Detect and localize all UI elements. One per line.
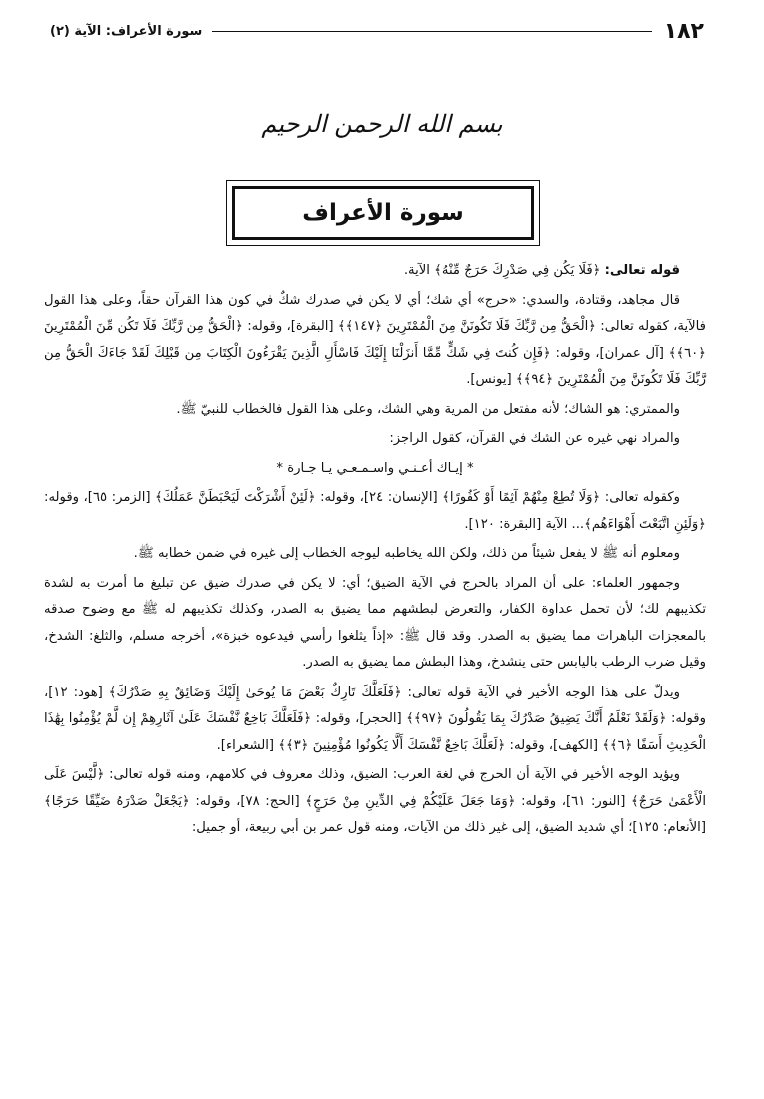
paragraph [44,426,706,453]
paragraph-text: قال مجاهد، وقتادة، والسدي: «حرج» أي شك؛ أي لا يكن في صدرك شكٌ في كون هذا القرآن حقاً، وعلى هذا القول فالآية، كقوله تعالى: ﴿الْحَقُّ مِن رَّبِّكَ فَلَا تَكُونَنَّ مِنَ الْمُمْتَرِينَ ﴿١٤٧﴾﴾ [البقرة]، وقوله: ﴿الْحَقُّ مِن رَّبِّكَ فَلَا تَكُن مِّنَ الْمُمْتَرِينَ ﴿٦٠﴾﴾ [آل عمران]، وقوله: ﴿فَإِن كُنتَ فِي شَكٍّ مِّمَّا أَنزَلْنَا إِلَيْكَ فَاسْأَلِ الَّذِينَ يَقْرَءُونَ الْكِتَابَ مِن قَبْلِكَ لَقَدْ جَاءَكَ الْحَقُّ مِن رَّبِّكَ فَلَا تَكُونَنَّ مِنَ الْمُمْتَرِينَ ﴿٩٤﴾﴾ [يونس]. [44,292,706,387]
paragraph-text: وجمهور العلماء: على أن المراد بالحرج في الآية الضيق؛ أي: لا يكن في صدرك ضيق عن تبليغ ما أمرت به لشدة تكذيبهم لك؛ لأن تحمل عداوة الكفار، والتعرض لبطشهم مما يضيق به الصدر، وكذلك تكذيبهم له ﷺ مع وضوح صدقه بالمعجزات الباهرات مما يضيق به الصدر. وقد قال ﷺ: «إذاً يثلغوا رأسي فيدعوه خبزة»، أخرجه مسلم، والثلغ: الشدخ، وقيل ضرب الرطب باليابس حتى ينشدخ، وهذا البطش مما يضيق به الصدر. [44,575,706,670]
paragraph [44,485,706,538]
surah-title-frame [226,180,540,246]
paragraph [44,541,706,568]
basmala: بسم الله الرحمن الرحيم [261,110,503,138]
poetry-verse [44,456,706,483]
paragraph [44,397,706,424]
paragraph-text: ويدلّ على هذا الوجه الأخير في الآية قوله تعالى: ﴿فَلَعَلَّكَ تَارِكٌ بَعْضَ مَا يُوحَىٰ إِلَيْكَ وَضَائِقٌ بِهِ صَدْرُكَ﴾ [هود: ١٢]، وقوله: ﴿وَلَقَدْ نَعْلَمُ أَنَّكَ يَضِيقُ صَدْرُكَ بِمَا يَقُولُونَ ﴿٩٧﴾﴾ [الحجر]، وقوله: ﴿فَلَعَلَّكَ بَاخِعٌ نَّفْسَكَ عَلَىٰ آثَارِهِمْ إِن لَّمْ يُؤْمِنُوا بِهَٰذَا الْحَدِيثِ أَسَفًا ﴿٦﴾﴾ [الكهف]، وقوله: ﴿لَعَلَّكَ بَاخِعٌ نَّفْسَكَ أَلَّا يَكُونُوا مُؤْمِنِينَ ﴿٣﴾﴾ [الشعراء]. [44,684,706,753]
paragraph-text: ويؤيد الوجه الأخير في الآية أن الحرج في لغة العرب: الضيق، وذلك معروف في كلامهم، ومنه قوله تعالى: ﴿لَّيْسَ عَلَى الْأَعْمَىٰ حَرَجٌ﴾ [النور: ٦١]، وقوله: ﴿وَمَا جَعَلَ عَلَيْكُمْ فِي الدِّينِ مِنْ حَرَجٍ﴾ [الحج: ٧٨]، وقوله: ﴿يَجْعَلْ صَدْرَهُ ضَيِّقًا حَرَجًا﴾ [الأنعام: ١٢٥]؛ أي شديد الضيق، إلى غير ذلك من الآيات، ومنه قول عمر بن أبي ربيعة، أو جميل: [44,767,706,835]
page-number: ١٨٢ [663,18,704,44]
paragraph [44,762,706,842]
paragraph-text: ومعلوم أنه ﷺ لا يفعل شيئاً من ذلك، ولكن الله يخاطبه ليوجه الخطاب إلى غيره في ضمن خطابه ﷺ. [133,546,680,561]
paragraph [44,258,706,285]
paragraph-text: والمراد نهي غيره عن الشك في القرآن، كقول الراجز: [389,431,680,446]
body-text [44,258,706,845]
header-rule [212,31,651,32]
paragraph-text: ﴿فَلَا يَكُن فِي صَدْرِكَ حَرَجٌ مِّنْهُ﴾ الآية. [403,263,605,278]
paragraph [44,288,706,394]
paragraph-text: وكقوله تعالى: ﴿وَلَا تُطِعْ مِنْهُمْ آثِمًا أَوْ كَفُورًا﴾ [الإنسان: ٢٤]، وقوله: ﴿لَئِنْ أَشْرَكْتَ لَيَحْبَطَنَّ عَمَلُكَ﴾ [الزمر: ٦٥]، وقوله: ﴿وَلَئِنِ اتَّبَعْتَ أَهْوَاءَهُم﴾... الآية [البقرة: ١٢٠]. [44,490,706,532]
paragraph-lead: قوله تعالى: [604,263,680,278]
paragraph [44,571,706,677]
surah-title: سورة الأعراف [232,186,534,240]
paragraph [44,680,706,760]
paragraph-text: * إيـاك أعـنـي واسـمـعـي يـا جـارة * [276,460,474,476]
paragraph-text: والممتري: هو الشاك؛ لأنه مفتعل من المرية وهي الشك، وعلى هذا القول فالخطاب للنبيّ ﷺ. [176,401,680,417]
page-header [50,18,704,44]
running-title: سورة الأعراف: الآية (٢) [50,23,203,39]
